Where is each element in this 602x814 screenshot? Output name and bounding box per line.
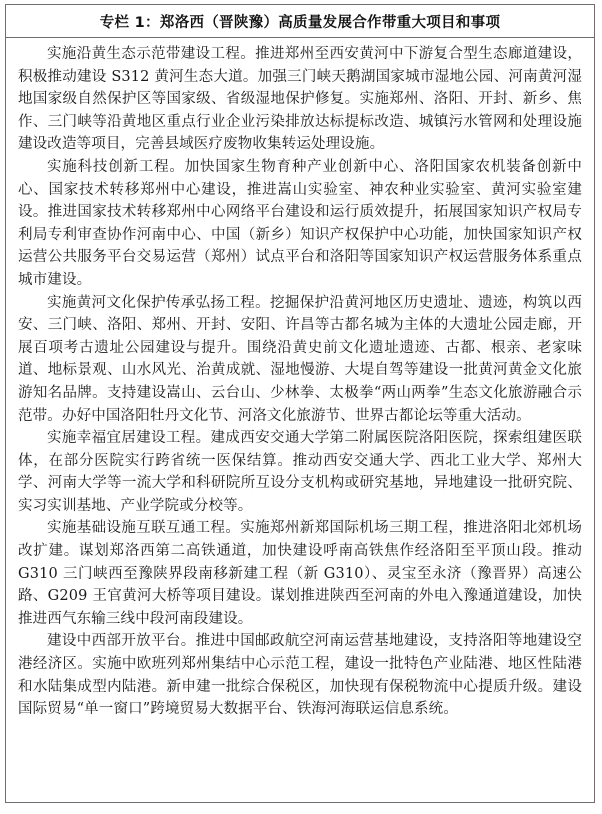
paragraph-livability: 实施幸福宜居建设工程。建成西安交通大学第二附属医院洛阳医院，探索组建医联体，在部分医院实行跨省统一医保结算。推动西安交通大学、西北工业大学、郑州大学、河南大学等一流大学和科研院所互设分支机构或研究基地，异地建设一批研究院、实习实训基地、产业学院或分校等。: [18, 430, 582, 514]
paragraph-ecology: 实施沿黄生态示范带建设工程。推进郑州至西安黄河中下游复合型生态廊道建设，积极推动建设 S312 黄河生态大道。加强三门峡天鹅湖国家城市湿地公园、河南黄河湿地国家级自然保护区等国家级、省级湿地保护修复。实施郑州、洛阳、开封、新乡、焦作、三门峡等沿黄地区重点行业企业污染排放达标提标改造、城镇污水管网和处理设施建设改造等项目，完善县域医疗废物收集转运处理设施。: [18, 46, 582, 153]
box-header: [6, 5, 594, 38]
paragraph-opening-platform: 建设中西部开放平台。推进中国邮政航空河南运营基地建设，支持洛阳等地建设空港经济区。实施中欧班列郑州集结中心示范工程，建设一批特色产业陆港、地区性陆港和水陆集成型内陆港。新申建一批综合保税区，加快现有保税物流中心提质升级。建设国际贸易“单一窗口”跨境贸易大数据平台、铁海河海联运信息系统。: [18, 633, 582, 718]
paragraph-innovation: 实施科技创新工程。加快国家生物育种产业创新中心、洛阳国家农机装备创新中心、国家技术转移郑州中心建设，推进嵩山实验室、神农种业实验室、黄河实验室建设。推进国家技术转移郑州中心网络平台建设和运行质效提升，拓展国家知识产权局专利局专利审查协作河南中心、中国（新乡）知识产权保护中心功能，加快国家知识产权运营公共服务平台交易运营（郑州）试点平台和洛阳等国家知识产权运营服务体系重点城市建设。: [18, 158, 582, 288]
paragraph-culture: 实施黄河文化保护传承弘扬工程。挖掘保护沿黄河地区历史遗址、遗迹，构筑以西安、三门峡、洛阳、郑州、开封、安阳、许昌等古都名城为主体的大遗址公园走廊，开展百项考古遗址公园建设与提升。围绕沿黄史前文化遗址遗迹、古都、根亲、老家味道、地标景观、山水风光、治黄成就、湿地慢游、大堤自驾等建设一批黄河黄金文化旅游知名品牌。支持建设嵩山、云台山、少林拳、太极拳“两山两拳”生态文化旅游融合示范带。办好中国洛阳牡丹文化节、河洛文化旅游节、世界古都论坛等重大活动。: [18, 294, 582, 424]
paragraph-infrastructure: 实施基础设施互联互通工程。实施郑州新郑国际机场三期工程，推进洛阳北郊机场改扩建。谋划郑洛西第二高铁通道，加快建设呼南高铁焦作经洛阳至平顶山段。推动 G310 三门峡西至豫陕界段南移新建工程（新 G310）、灵宝至永济（豫晋界）高速公路、G209 王官黄河大桥等项目建设。谋划推进陕西至河南的外电入豫通道建设，加快推进西气东输三线中段河南段建设。: [18, 520, 582, 627]
box-title: 专栏 1：郑洛西（晋陕豫）高质量发展合作带重大项目和事项: [99, 14, 501, 31]
box-body: [6, 38, 594, 721]
project-column-box: [5, 4, 595, 803]
